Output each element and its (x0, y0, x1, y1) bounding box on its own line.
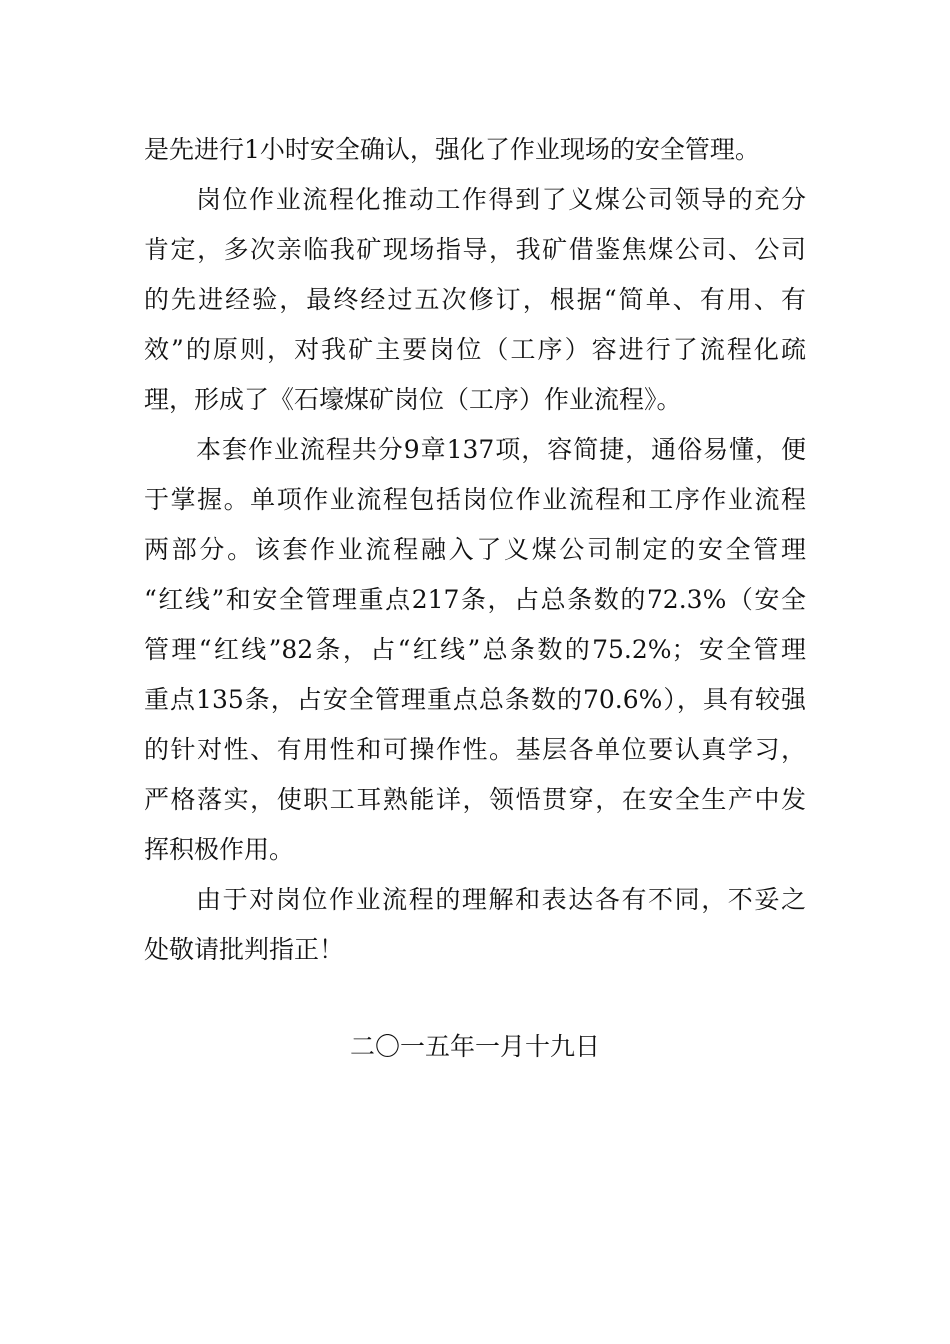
text-line: 的针对性、有用性和可操作性。基层各单位要认真学习， (144, 735, 806, 764)
text-line: 是先进行1小时安全确认，强化了作业现场的安全管理。 (144, 135, 760, 164)
text-line: 效”的原则，对我矿主要岗位（工序）容进行了流程化疏 (144, 335, 806, 364)
text-line: 肯定，多次亲临我矿现场指导，我矿借鉴焦煤公司、公司 (144, 235, 806, 264)
text-line: 重点135条，占安全管理重点总条数的70.6%），具有较强 (144, 685, 806, 714)
text-line: 的先进经验，最终经过五次修订，根据“简单、有用、有 (144, 285, 806, 314)
text-line: 严格落实，使职工耳熟能详，领悟贯穿，在安全生产中发 (144, 785, 806, 814)
text-line: 处敬请批判指正！ (144, 935, 345, 964)
text-line: 管理“红线”82条，占“红线”总条数的75.2%；安全管理 (144, 635, 806, 664)
text-line: 两部分。该套作业流程融入了义煤公司制定的安全管理 (144, 535, 806, 564)
text-line: 于掌握。单项作业流程包括岗位作业流程和工序作业流程 (144, 485, 806, 514)
document-date: 二〇一五年一月十九日 (349, 1032, 600, 1061)
text-line: 理，形成了《石壕煤矿岗位（工序）作业流程》。 (144, 385, 682, 414)
paragraph-first-line: 岗位作业流程化推动工作得到了义煤公司领导的充分 (196, 185, 806, 214)
text-line: “红线”和安全管理重点217条，占总条数的72.3%（安全 (144, 585, 806, 614)
paragraph-first-line: 由于对岗位作业流程的理解和表达各有不同，不妥之 (196, 885, 806, 914)
text-line: 挥积极作用。 (144, 835, 295, 864)
paragraph-first-line: 本套作业流程共分9章137项，容简捷，通俗易懂，便 (196, 435, 806, 464)
